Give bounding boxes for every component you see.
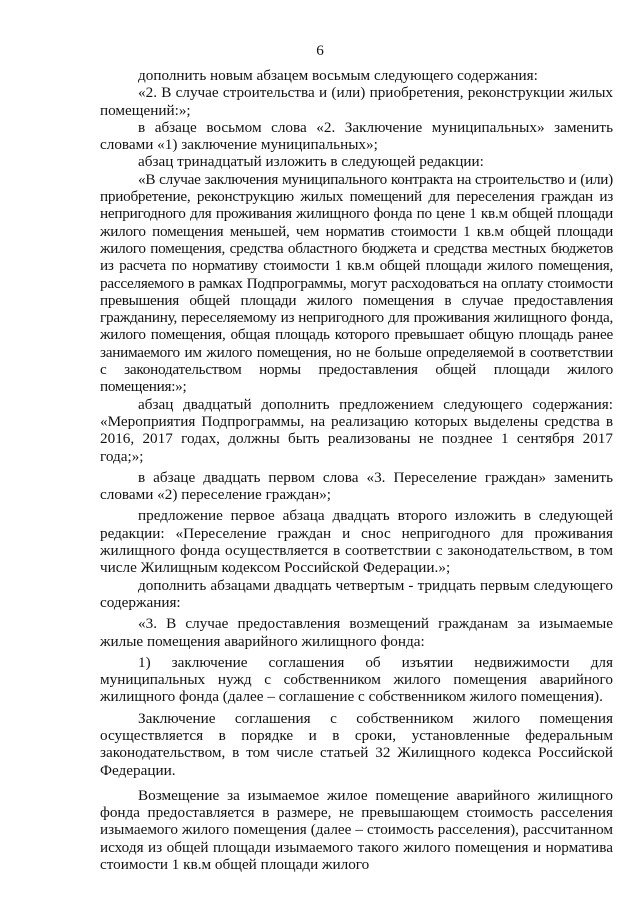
paragraph: «3. В случае предоставления возмещений гражданам за изымаемые жилые помещения аварийного жилищного фонда:: [100, 615, 613, 650]
paragraph: Возмещение за изымаемое жилое помещение аварийного жилищного фонда предоставляется в размере, не превышающем стоимость расселения изымаемого жилого помещения (далее – стоимость расселения), рассчитанном исходя из общей площади изымаемого такого жилого помещения и норматива стоимости 1 кв.м общей площади жилого: [100, 786, 613, 874]
paragraph: абзац двадцатый дополнить предложением следующего содержания: «Мероприятия Подпрограммы, на реализацию которых выделены средства в 2016, 2017 годах, должны быть реализованы не позднее 1 сентября 2017 года;»;: [100, 395, 613, 465]
paragraph: дополнить абзацами двадцать четвертым - тридцать первым следующего содержания:: [100, 576, 613, 611]
paragraph: предложение первое абзаца двадцать второго изложить в следующей редакции: «Переселение граждан и снос непригодного для проживания жилищного фонда осуществляется в соответствии с законодательством, в том числе Жилищным кодексом Российской Федерации.»;: [100, 507, 613, 577]
paragraph: абзац тринадцатый изложить в следующей редакции:: [138, 153, 484, 171]
paragraph: Заключение соглашения с собственником жилого помещения осуществляется в порядке и в сроки, установленные федеральным законодательством, в том числе статьей 32 Жилищного кодекса Российской Федерации.: [100, 709, 613, 779]
paragraph: в абзаце двадцать первом слова «3. Переселение граждан» заменить словами «2) переселение граждан»;: [100, 468, 613, 504]
paragraph: в абзаце восьмом слова «2. Заключение муниципальных» заменить словами «1) заключение муниципальных»;: [100, 118, 613, 154]
paragraph: «В случае заключения муниципального контракта на строительство и (или) приобретение, реконструкцию жилых помещений для переселения граждан из непригодного для проживания жилищного фонда по цене 1 кв.м общей площади жилого помещения меньшей, чем норматив стоимости 1 кв.м общей площади жилого помещения, средства областного бюджета и средства местных бюджетов из расчета по нормативу стоимости 1 кв.м общей площади жилого помещения, расселяемого в рамках Подпрограммы, могут расходоваться на оплату стоимости превышения общей площади жилого помещения в случае предоставления гражданину, переселяемому из непригодного для проживания жилищного фонда, жилого помещения, общая площадь которого превышает общую площадь ранее занимаемого им жилого помещения, но не больше определяемой в соответствии с законодательством нормы предоставления общей площади жилого помещения:»;: [100, 170, 613, 396]
paragraph: 1) заключение соглашения об изъятии недвижимости для муниципальных нужд с собственником жилого помещения аварийного жилищного фонда (далее – соглашение с собственником жилого помещения).: [100, 653, 613, 706]
document-body: [100, 67, 613, 873]
page-number: 6: [316, 42, 324, 59]
paragraph: дополнить новым абзацем восьмым следующего содержания:: [138, 67, 538, 84]
paragraph: «2. В случае строительства и (или) приобретения, реконструкции жилых помещений:»;: [100, 84, 613, 119]
